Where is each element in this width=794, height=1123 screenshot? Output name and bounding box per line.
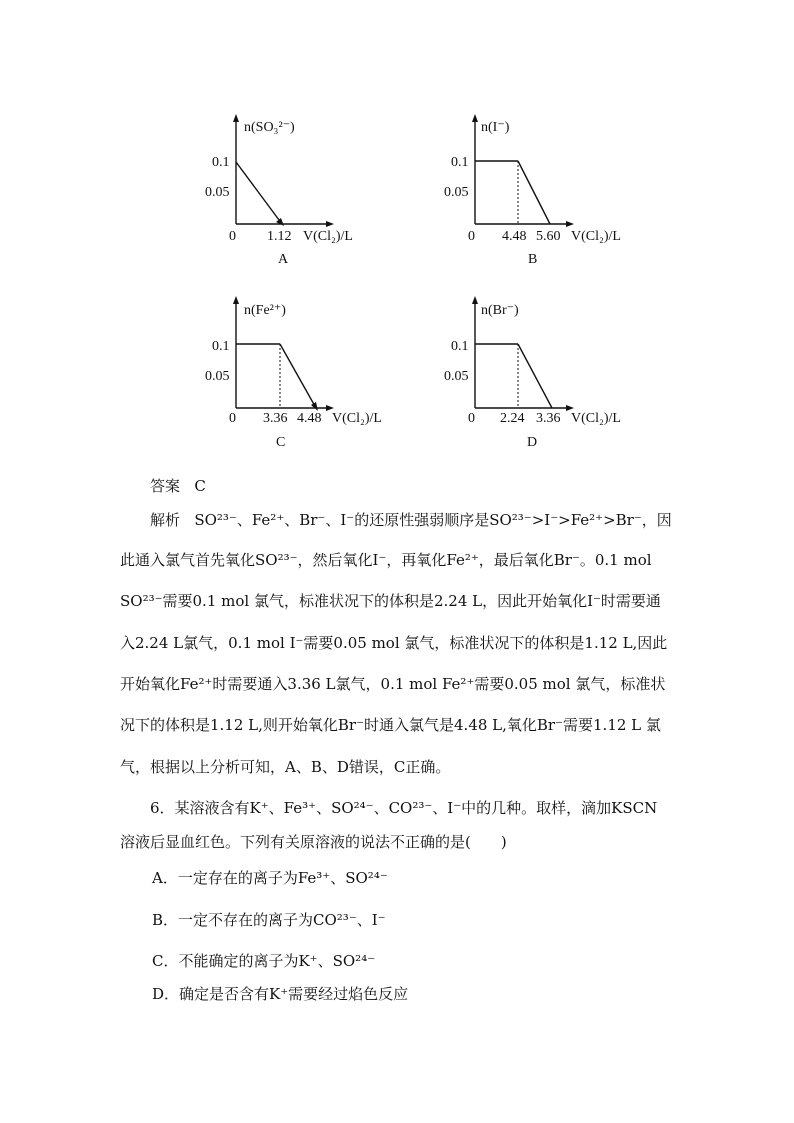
graph-d-xlabel: V(Cl₂)/L: [571, 411, 621, 426]
analysis-text-1: SO²³⁻、Fe²⁺、Br⁻、I⁻的还原性强弱顺序是SO²³⁻>I⁻>Fe²⁺>Br⁻，因: [194, 511, 672, 529]
graph-b-caption: B: [528, 252, 538, 267]
graph-b-xlabel: V(Cl₂)/L: [571, 229, 621, 244]
analysis-line-2: 此通入氯气首先氧化SO²³⁻，然后氧化I⁻，再氧化Fe²⁺，最后氧化Br⁻。0.1 mol: [120, 551, 652, 569]
graph-d-ylabel: n(Br⁻): [481, 303, 519, 318]
graph-a-ytick-2: 0.05: [205, 185, 230, 200]
analysis-line-4: 入2.24 L氯气，0.1 mol I⁻需要0.05 mol 氯气，标准状况下的体积是1.12 L,因此: [120, 634, 668, 652]
analysis-line-3: SO²³⁻需要0.1 mol 氯气，标准状况下的体积是2.24 L，因此开始氧化I⁻时需要通: [120, 592, 661, 610]
question-line-2: 溶液后显血红色。下列有关原溶液的说法不正确的是( ): [120, 833, 507, 851]
graph-d-xtick-1: 2.24: [500, 411, 525, 426]
graph-a: [205, 114, 353, 267]
graph-c-origin: 0: [229, 411, 236, 426]
question-line-1: 6．某溶液含有K⁺、Fe³⁺、SO²⁴⁻、CO²³⁻、I⁻中的几种。取样，滴加KSCN: [150, 799, 658, 817]
analysis-label: 解析: [150, 511, 181, 529]
graph-b-origin: 0: [468, 229, 475, 244]
answer-value: C: [194, 477, 206, 495]
graph-b-xtick-1: 4.48: [502, 229, 527, 244]
graph-b-ytick-2: 0.05: [444, 185, 469, 200]
graph-d-xtick-2: 3.36: [536, 411, 561, 426]
graph-a-ytick-1: 0.1: [212, 155, 230, 170]
graph-b-ylabel: n(I⁻): [481, 120, 510, 135]
graph-a-xtick-1: 1.12: [267, 229, 292, 244]
graph-c-ylabel: n(Fe²⁺): [244, 303, 286, 318]
graph-b-ytick-1: 0.1: [451, 155, 469, 170]
graph-c-xtick-2: 4.48: [297, 411, 322, 426]
graph-c-xtick-1: 3.36: [263, 411, 288, 426]
graph-a-ylabel: n(SO₃²⁻): [244, 120, 295, 135]
graph-d-origin: 0: [468, 411, 475, 426]
graph-d: [444, 296, 621, 450]
graph-c-ytick-2: 0.05: [205, 369, 230, 384]
analysis-line-5: 开始氧化Fe²⁺时需要通入3.36 L氯气，0.1 mol Fe²⁺需要0.05 mol 氯气，标准状: [120, 675, 666, 693]
graph-b: [444, 114, 621, 267]
graph-c-ytick-1: 0.1: [212, 339, 230, 354]
graph-c: [205, 296, 382, 450]
graph-d-ytick-1: 0.1: [451, 339, 469, 354]
analysis-line-6: 况下的体积是1.12 L,则开始氧化Br⁻时通入氯气是4.48 L,氧化Br⁻需要1.12 L 氯: [120, 716, 661, 734]
graph-b-xtick-2: 5.60: [536, 229, 561, 244]
analysis-line-1: [150, 510, 672, 530]
graph-d-caption: D: [527, 435, 538, 450]
option-c: C．不能确定的离子为K⁺、SO²⁴⁻: [152, 952, 376, 970]
graph-a-origin: 0: [229, 229, 236, 244]
option-d: D．确定是否含有K⁺需要经过焰色反应: [152, 985, 409, 1003]
analysis-line-7: 气，根据以上分析可知，A、B、D错误，C正确。: [120, 758, 451, 776]
answer-label: 答案: [150, 477, 181, 495]
graph-d-ytick-2: 0.05: [444, 369, 469, 384]
graphs-figure: [0, 0, 794, 460]
graph-c-xlabel: V(Cl₂)/L: [332, 411, 382, 426]
graph-c-caption: C: [276, 435, 286, 450]
option-a: A．一定存在的离子为Fe³⁺、SO²⁴⁻: [152, 869, 388, 887]
graph-a-xlabel: V(Cl₂)/L: [303, 229, 353, 244]
answer-line: [150, 476, 206, 496]
option-b: B．一定不存在的离子为CO²³⁻、I⁻: [152, 911, 386, 929]
graph-a-caption: A: [278, 252, 289, 267]
